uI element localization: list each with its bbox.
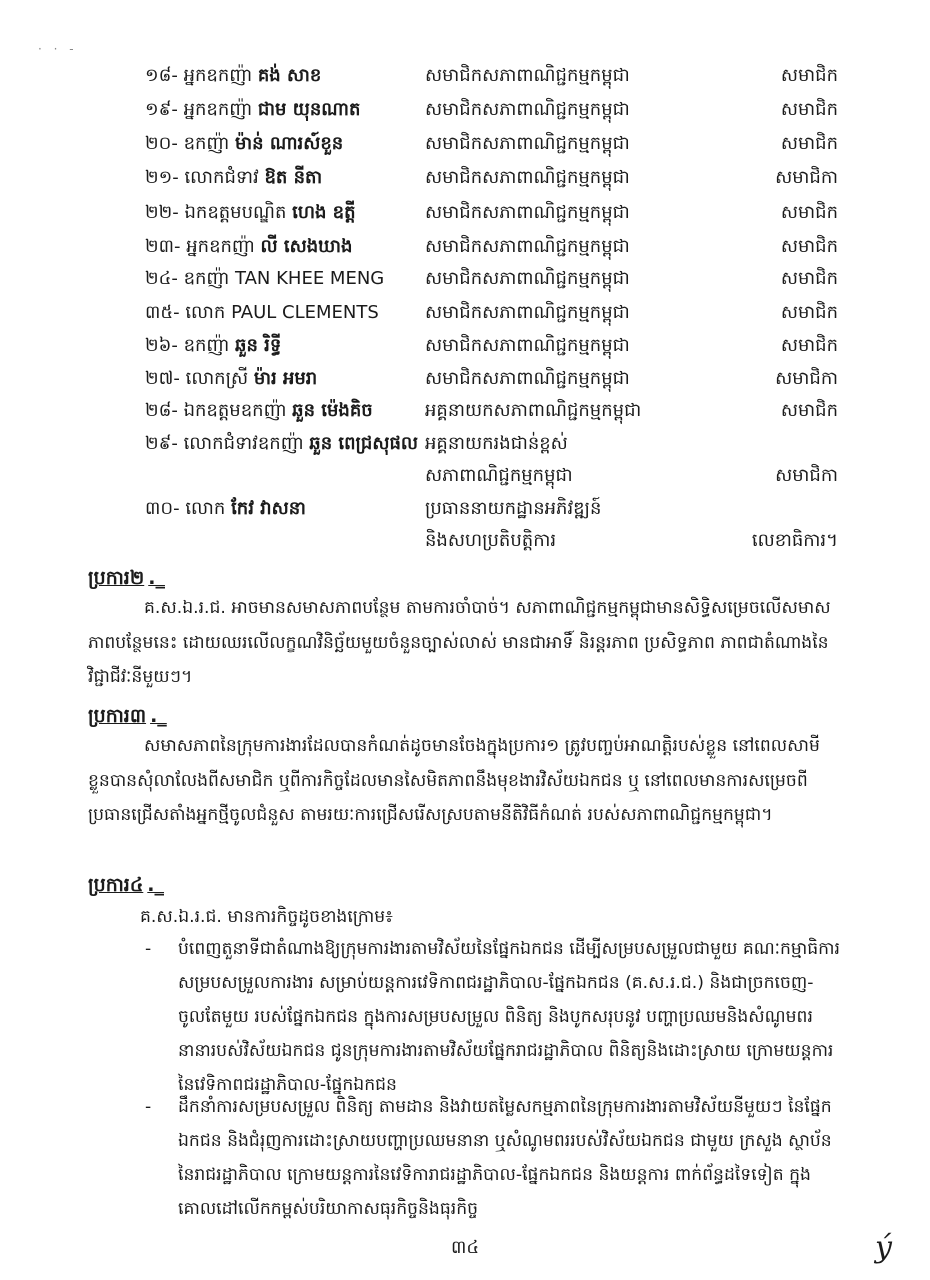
member-organization: សមាជិកសភាពាណិជ្ជកម្មកម្ពុជា — [425, 202, 630, 223]
member-name: ឆួន ម៉េងគិច — [292, 400, 373, 421]
member-role: សមាជិក — [780, 236, 838, 257]
member-name-cell — [145, 428, 418, 460]
member-role: សមាជិក — [780, 133, 838, 154]
member-row — [0, 263, 930, 295]
member-row — [0, 428, 930, 460]
member-row — [0, 493, 930, 525]
member-organization: សមាជិកសភាពាណិជ្ជកម្មកម្ពុជា — [425, 335, 630, 356]
member-role: សមាជិក — [780, 65, 838, 86]
member-prefix: ២៤- ឧកញ៉ា — [145, 268, 236, 289]
member-prefix: ២៣- អ្នកឧកញ៉ា — [145, 236, 261, 257]
member-organization: អគ្គនាយកសភាពាណិជ្ជកម្មកម្ពុជា — [425, 400, 642, 421]
member-organization: សមាជិកសភាពាណិជ្ជកម្មកម្ពុជា — [425, 65, 630, 86]
article-2-title: ប្រការ២ — [88, 567, 145, 589]
handwritten-mark: ý — [875, 1230, 892, 1265]
member-organization: សមាជិកសភាពាណិជ្ជកម្មកម្ពុជា — [425, 302, 630, 323]
member-name-cell — [145, 231, 352, 263]
member-name: ម៉ារ អមរា — [253, 368, 318, 389]
article-3-title: ប្រការ៣ — [88, 705, 147, 727]
member-organization: សមាជិកសភាពាណិជ្ជកម្មកម្ពុជា — [425, 133, 630, 154]
article-3-text: សមាសភាពនៃក្រុមការងារដែលបានកំណត់ដូចមានចែងក្នុងប្រការ១ ត្រូវបញ្ចប់អាណត្តិរបស់ខ្លួន នៅពេលសាមីខ្លួនបានសុំលាលែងពីសមាជិក ឬពីការកិច្ចដែលមានសៃមិតភាពនឹងមុខងារវិស័យឯកជន ឬ នៅពេលមានការសម្រេចពីប្រធានជ្រើសតាំងអ្នកថ្មីចូលជំនួស តាមរយៈការជ្រើសរើសស្របតាមនីតិវិធីកំណត់ របស់សភាពាណិជ្ជកម្មកម្ពុជា។ — [88, 736, 820, 825]
member-role: សមាជិកា — [775, 465, 838, 486]
member-role: សមាជិក — [780, 302, 838, 323]
member-organization: សមាជិកសភាពាណិជ្ជកម្មកម្ពុជា — [425, 167, 630, 188]
member-name: ជាម យុនណាត — [257, 99, 361, 120]
member-row — [0, 363, 930, 395]
member-prefix: ២៦- ឧកញ៉ា — [145, 335, 236, 356]
bullet-dash: - — [145, 1097, 152, 1117]
member-role: សមាជិកា — [775, 368, 838, 389]
member-name: ឆួន រិទ្ធី — [235, 335, 282, 356]
member-name: ឱត នីតា — [264, 167, 323, 188]
member-organization: សមាជិកសភាពាណិជ្ជកម្មកម្ពុជា — [425, 99, 630, 120]
member-row — [0, 128, 930, 160]
member-role: សមាជិក — [780, 335, 838, 356]
member-row — [0, 94, 930, 126]
member-name: កែវ វាសនា — [231, 498, 306, 519]
member-name: លី សេងឃាង — [260, 236, 353, 257]
member-name: TAN KHEE MENG — [235, 268, 385, 289]
member-name-cell — [145, 297, 379, 329]
member-row — [0, 60, 930, 92]
member-role: សមាជិក — [780, 268, 838, 289]
article-4-heading — [88, 870, 164, 900]
member-organization: សភាពាណិជ្ជកម្មកម្ពុជា — [425, 465, 573, 486]
scan-specks: · · - — [38, 42, 78, 56]
member-name: PAUL CLEMENTS — [231, 302, 379, 323]
article-4-bullet — [145, 932, 840, 1102]
member-organization: ប្រធាននាយកដ្ឋានអភិវឌ្ឍន៍ — [425, 498, 602, 519]
member-organization: សមាជិកសភាពាណិជ្ជកម្មកម្ពុជា — [425, 268, 630, 289]
bullet-dash: - — [145, 939, 152, 959]
member-name: គង់ សាខ — [257, 65, 322, 86]
member-prefix: ២៨- ឯកឧត្តមឧកញ៉ា — [145, 400, 293, 421]
member-role: សមាជិកា — [775, 167, 838, 188]
article-4-bullet — [145, 1090, 840, 1226]
member-row — [0, 525, 930, 557]
member-row — [0, 395, 930, 427]
article-2-heading — [88, 563, 165, 593]
member-row — [0, 197, 930, 229]
member-prefix: ១៨- អ្នកឧកញ៉ា — [145, 65, 258, 86]
member-row — [0, 460, 930, 492]
page-number: ៣៤ — [450, 1237, 480, 1258]
member-name-cell — [145, 162, 322, 194]
article-2-tail: ._ — [148, 567, 165, 589]
member-name-cell — [145, 363, 317, 395]
article-3-heading — [88, 701, 167, 731]
member-name: ហេង ឧត្ដី — [292, 202, 356, 223]
article-3-tail: ._ — [150, 705, 167, 727]
member-prefix: ២១- លោកជំទាវ — [145, 167, 265, 188]
article-4-intro: គ.ស.ឯ.រ.ជ. មានការកិច្ចដូចខាងក្រោម៖ — [140, 907, 393, 927]
member-row — [0, 231, 930, 263]
member-name: ឆួន ពេជ្រសុផល — [309, 433, 419, 454]
member-prefix: ១៩- អ្នកឧកញ៉ា — [145, 99, 258, 120]
member-organization: អគ្គនាយករងជាន់ខ្ពស់ — [425, 433, 568, 454]
member-name-cell — [145, 60, 321, 92]
member-role: សមាជិក — [780, 202, 838, 223]
member-role: សមាជិក — [780, 99, 838, 120]
article-4-title: ប្រការ៤ — [88, 874, 144, 896]
member-name-cell — [145, 94, 360, 126]
member-name-cell — [145, 330, 281, 362]
bullet-text: បំពេញតួនាទីជាតំណាងឱ្យក្រុមការងារតាមវិស័យនៃផ្នែកឯកជន ដើម្បីសម្របសម្រួលជាមួយ គណៈកម្មាធិការសម្របសម្រួលការងារ សម្រាប់យន្តការវេទិកាពជរដ្ឋាភិបាល-ផ្នែកឯកជន (គ.ស.រ.ជ.) និងជាច្រកចេញ-ចូលតែមួយ របស់ផ្នែកឯកជន ក្នុងការសម្របសម្រួល ពិនិត្យ និងបូកសរុបនូវ បញ្ហាប្រឈមនិងសំណូមពរនានារបស់វិស័យឯកជន ជូនក្រុមការងារតាមវិស័យផ្នែករាជរដ្ឋាភិបាល ពិនិត្យនិងដោះស្រាយ ក្រោមយន្តការនៃវេទិកាពជរដ្ឋាភិបាល-ផ្នែកឯកជន — [178, 939, 840, 1095]
member-prefix: ៣០- លោក — [145, 498, 232, 519]
member-row — [0, 162, 930, 194]
member-name-cell — [145, 263, 384, 295]
member-prefix: ២៩- លោកជំទាវឧកញ៉ា — [145, 433, 310, 454]
member-role: សមាជិក — [780, 400, 838, 421]
member-organization: សមាជិកសភាពាណិជ្ជកម្មកម្ពុជា — [425, 236, 630, 257]
member-role: លេខាធិការ។ — [751, 530, 838, 551]
member-row — [0, 330, 930, 362]
bullet-text: ដឹកនាំការសម្របសម្រួល ពិនិត្យ តាមដាន និងវាយតម្លៃសកម្មភាពនៃក្រុមការងារតាមវិស័យនីមួយៗ នៃផ្នែកឯកជន និងជំរុញការដោះស្រាយបញ្ហាប្រឈមនានា ឬសំណូមពររបស់វិស័យឯកជន ជាមួយ ក្រសួង ស្ថាប័ននៃរាជរដ្ឋាភិបាល ក្រោមយន្តការនៃវេទិការាជរដ្ឋាភិបាល-ផ្នែកឯកជន និងយន្តការ ពាក់ព័ន្ធដទៃទៀត ក្នុងគោលដៅលើកកម្ពស់បរិយាកាសធុរកិច្ចនិងធុរកិច្ច — [178, 1097, 832, 1219]
member-name-cell — [145, 493, 306, 525]
member-organization: សមាជិកសភាពាណិជ្ជកម្មកម្ពុជា — [425, 368, 630, 389]
member-name: ម៉ាន់ ណារស៍ខួន — [235, 133, 344, 154]
member-prefix: ២៧- លោកស្រី — [145, 368, 254, 389]
member-name-cell — [145, 395, 373, 427]
member-name-cell — [145, 128, 343, 160]
member-name-cell — [145, 197, 356, 229]
member-row — [0, 297, 930, 329]
article-4-tail: ._ — [147, 874, 165, 896]
article-2-text: គ.ស.ឯ.រ.ជ. អាចមានសមាសភាពបន្ថែម តាមការចាំបាច់។ សភាពាណិជ្ជកម្មកម្ពុជាមានសិទ្ធិសម្រេចលើសមាសភាពបន្ថែមនេះ ដោយឈរលើលក្ខណវិនិច្ឆ័យមួយចំនួនច្បាស់លាស់ មានជាអាទិ៍ និរន្តរភាព ប្រសិទ្ធភាព ភាពជាតំណាងនៃវិជ្ជាជីវៈនីមួយៗ។ — [88, 598, 831, 687]
member-prefix: ៣៥- លោក — [145, 302, 232, 323]
member-prefix: ២០- ឧកញ៉ា — [145, 133, 236, 154]
member-prefix: ២២- ឯកឧត្តមបណ្ឌិត — [145, 202, 293, 223]
member-organization: និងសហប្រតិបត្តិការ — [425, 530, 557, 551]
